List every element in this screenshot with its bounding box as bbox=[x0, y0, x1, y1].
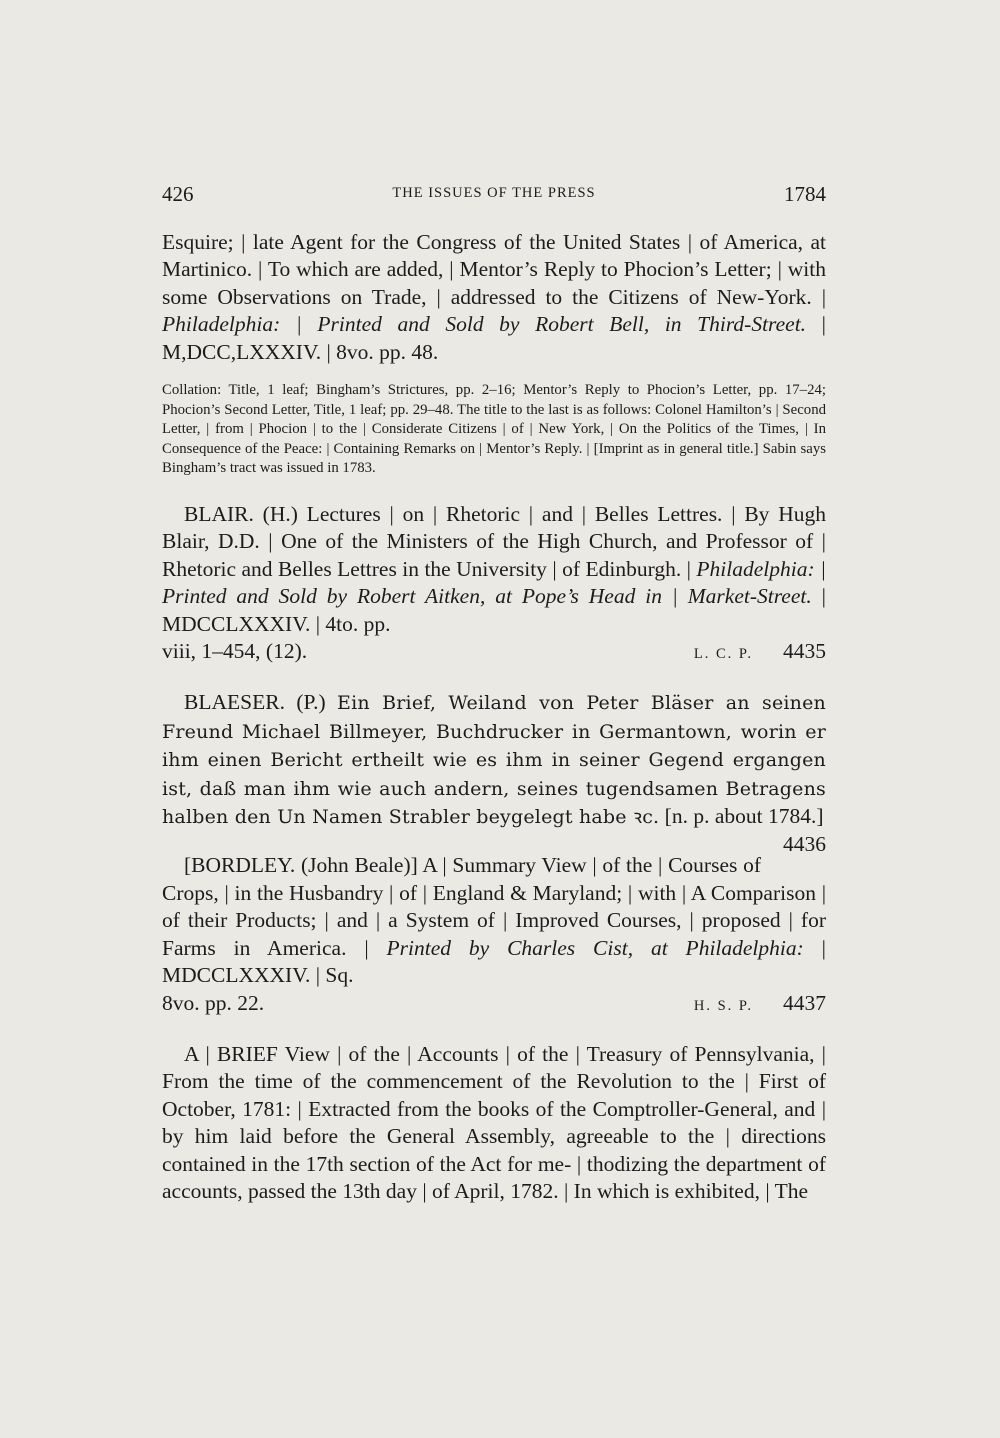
page-body bbox=[162, 229, 826, 1205]
entry-imprint-end: | MDCCLXXXIV. | 4to. pp. bbox=[162, 584, 826, 636]
continued-entry-text: Esquire; | late Agent for the Congress of the United States | of America, at Martinico. | To which are added, | Mentor’s Reply to Phocion’s Letter; | with some Observations on Trade, | addressed to the Citizens of New-York. | bbox=[162, 230, 826, 309]
entry-last-line bbox=[162, 990, 826, 1020]
entry-pagination: 8vo. pp. 22. bbox=[162, 990, 265, 1015]
running-header bbox=[162, 182, 826, 212]
entry-title: BLAIR. (H.) Lectures | on | Rhetoric | and | Belles Lettres. | By Hugh Blair, D.D. | One of the Ministers of the High Church, and Professor of | Rhetoric and Belles Lettres in the University | of Edinburgh. | bbox=[162, 502, 826, 581]
entry-brief-view: A | BRIEF View | of the | Accounts | of the | Treasury of Pennsylvania, | From the time of the commencement of the Revolution to the | First of October, 1781: | Extracted from the books of the Comptroller-General, and | by him laid before the General Assembly, agreeable to the | directions contained in the 17th section of the Act for me- | thodizing the department of accounts, passed the 13th day | of April, 1782. | In which is exhibited, | The bbox=[162, 1041, 826, 1203]
entry-number: 4437 bbox=[783, 990, 826, 1015]
collation-note: Collation: Title, 1 leaf; Bingham’s Strictures, pp. 2–16; Mentor’s Reply to Phocion’s Letter, pp. 17–24; Phocion’s Second Letter, Title, 1 leaf; pp. 29–48. The title to the last is as follows: Colonel Hamilton’s | Second Letter, | from | Phocion | to the | Considerate Citizens | of | New York, | On the Politics of the Times, | In Consequence of the Peace: | Containing Remarks on | Mentor’s Reply. | [Imprint as in general title.] Sabin says Bingham’s tract was issued in 1783. bbox=[162, 382, 826, 477]
entry-german-title: Ein Brief, Weiland von Peter Bläser an seinen Freund Michael Billmeyer, Buchdrucker in Germantown, worin er ihm einen Bericht ertheilt wie es ihm in seiner Gegend ergangen ist, daß man ihm wie auch andern, seines tugendsamen Betragens halben den Un Namen Strabler beygelegt habe bbox=[162, 692, 826, 829]
entry-imprint: Philadelphia: | Printed and Sold by Robert Aitken, at Pope’s Head in | Market-Street. bbox=[162, 556, 826, 609]
entry-imprint: [n. p. about 1784.] bbox=[659, 804, 824, 829]
entry-location: L. C. P. bbox=[693, 646, 753, 663]
entry-pagination: viii, 1–454, (12). bbox=[162, 639, 308, 664]
entry-heading: BLAESER. (P.) bbox=[184, 690, 338, 715]
entry-text bbox=[162, 501, 826, 638]
entry-title: [BORDLEY. (John Beale)] A | Summary View | of the | Courses of Crops, | in the Husbandry | of | England & Maryland; | with | A Comparison | of their Products; | and | a System of | Improved Courses, | proposed | for Farms in America. | bbox=[162, 853, 826, 960]
entry-imprint: Printed by Charles Cist, at Philadelphia: bbox=[386, 935, 804, 960]
running-title: THE ISSUES OF THE PRESS bbox=[392, 185, 596, 201]
entry-german-etc: ꝛc. bbox=[632, 806, 660, 829]
entry-text bbox=[162, 689, 826, 857]
page-number: 426 bbox=[162, 182, 194, 206]
entry-4437 bbox=[162, 852, 826, 1019]
entry-imprint-end: | MDCCLXXXIV. | Sq. bbox=[162, 935, 826, 988]
continued-entry-imprint: Philadelphia: | Printed and Sold by Robert Bell, in Third-Street. bbox=[162, 312, 807, 337]
header-year: 1784 bbox=[784, 182, 826, 206]
entry-number: 4435 bbox=[783, 639, 826, 664]
continued-entry-end: | M,DCC,LXXXIV. | 8vo. pp. 48. bbox=[162, 312, 826, 364]
entry-4435 bbox=[162, 501, 826, 668]
entry-number: 4436 bbox=[783, 832, 826, 857]
entry-location: H. S. P. bbox=[693, 997, 753, 1014]
entry-4436 bbox=[162, 689, 826, 857]
entry-text bbox=[162, 852, 826, 989]
continued-entry bbox=[162, 229, 826, 366]
entry-last-line bbox=[162, 638, 826, 668]
